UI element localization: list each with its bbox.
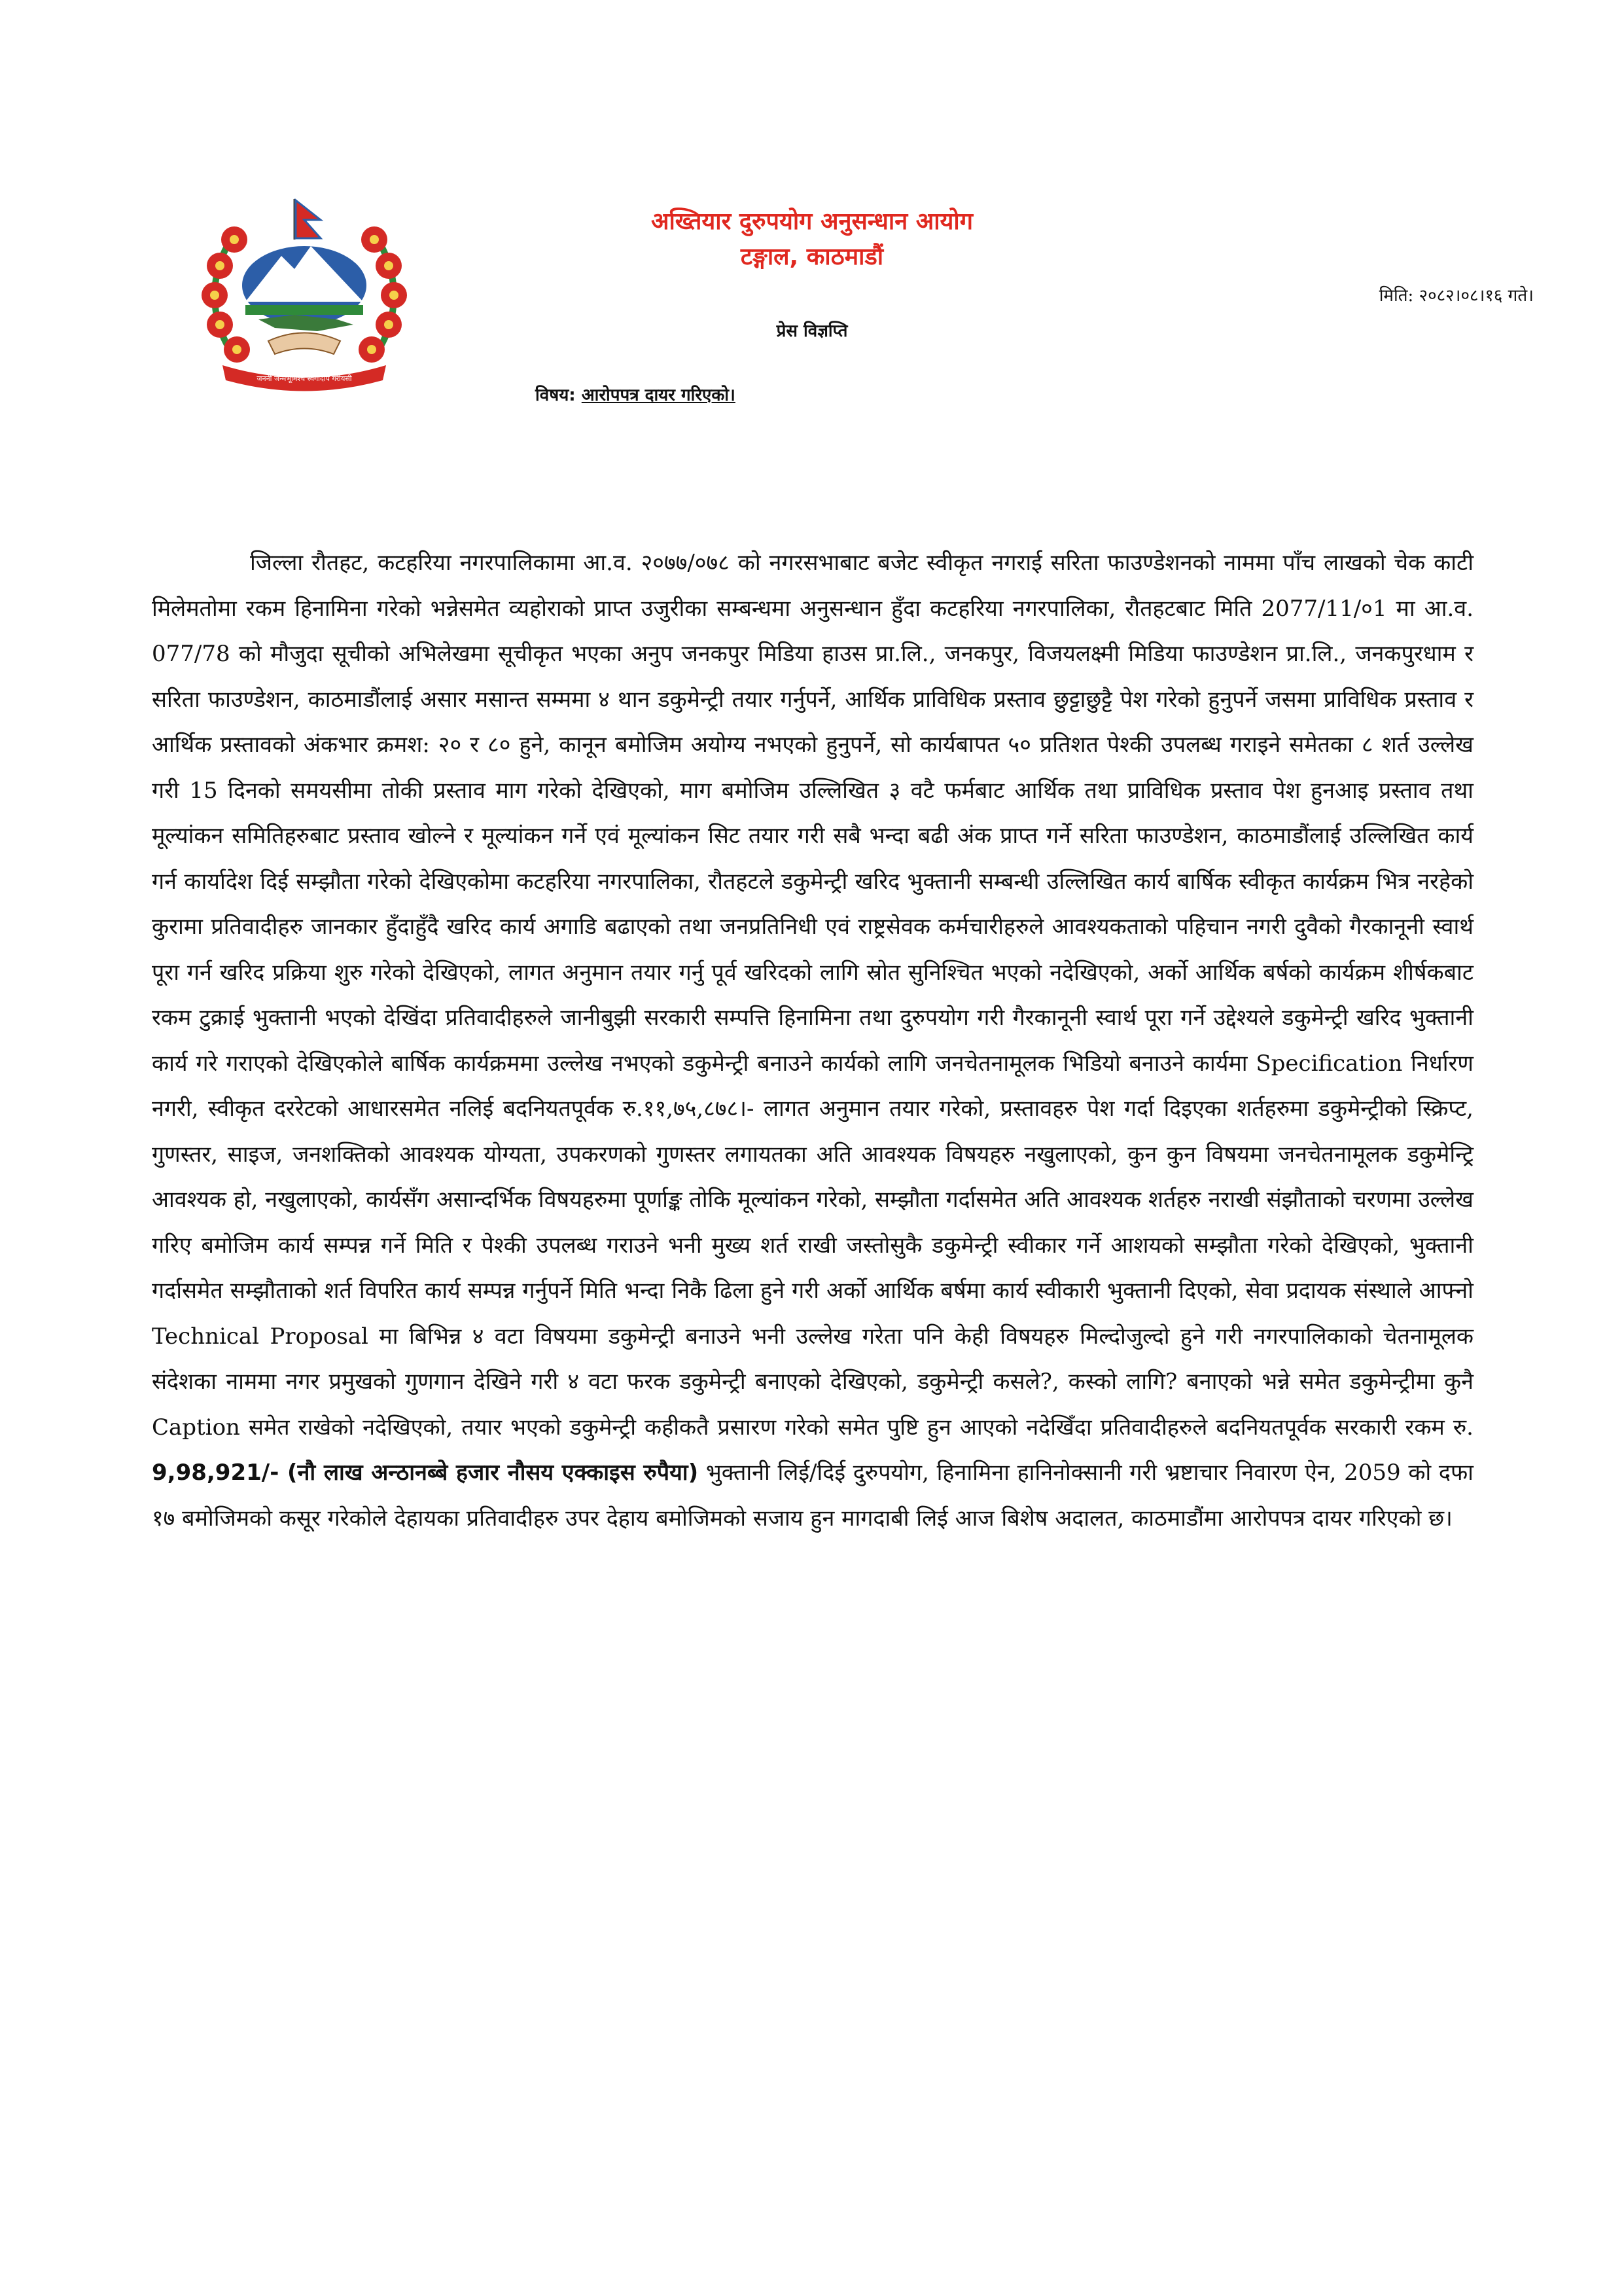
body-text-part2: भुक्तानी लिई/दिई दुरुपयोग, हिनामिना हानिनोक्सानी गरी भ्रष्टाचार निवारण ऐन, 2059 को दफा १७ बमोजिमको कसूर गरेकोले देहायका प्रतिवादीहरु उपर देहाय बमोजिमको सजाय हुन मागदाबी लिई आज बिशेष अदालत, काठमाडौंमा आरोपपत्र दायर गरिएको छ। bbox=[152, 1460, 1474, 1532]
body-paragraph bbox=[152, 541, 1474, 1541]
emblem-motto: जननी जन्मभूमिश्च स्वर्गादपि गरीयसी bbox=[256, 374, 352, 383]
issue-date: मिति: २०८२।०८।१६ गते। bbox=[1379, 286, 1534, 306]
organization-location: टङ्गाल, काठमाडौं bbox=[740, 243, 884, 270]
body-text-part1: जिल्ला रौतहट, कटहरिया नगरपालिकामा आ.व. २०७७/०७८ को नगरसभाबाट बजेट स्वीकृत नगराई सरिता फाउण्डेशनको नाममा पाँच लाखको चेक काटी मिलेमतोमा रकम हिनामिना गरेको भन्नेसमेत व्यहोराको प्राप्त उजुरीका सम्बन्धमा अनुसन्धान हुँदा कटहरिया नगरपालिका, रौतहटबाट मिति 2077/11/०1 मा आ.व. 077/78 को मौजुदा सूचीको अभिलेखमा सूचीकृत भएका अनुप जनकपुर मिडिया हाउस प्रा.लि., जनकपुर, विजयलक्ष्मी मिडिया फाउण्डेशन प्रा.लि., जनकपुरधाम र सरिता फाउण्डेशन, काठमाडौंलाई असार मसान्त सम्ममा ४ थान डकुमेन्ट्री तयार गर्नुपर्ने, आर्थिक प्राविधिक प्रस्ताव छुट्टाछुट्टै पेश गरेको हुनुपर्ने जसमा प्राविधिक प्रस्ताव र आर्थिक प्रस्तावको अंकभार क्रमश: २० र ८० हुने, कानून बमोजिम अयोग्य नभएको हुनुपर्ने, सो कार्यबापत ५० प्रतिशत पेश्की उपलब्ध गराइने समेतका ८ शर्त उल्लेख गरी 15 दिनको समयसीमा तोकी प्रस्ताव माग गरेको देखिएको, माग बमोजिम उल्लिखित ३ वटै फर्मबाट आर्थिक तथा प्राविधिक प्रस्ताव पेश हुनआइ प्रस्ताव तथा मूल्यांकन समितिहरुबाट प्रस्ताव खोल्ने र मूल्यांकन गर्ने एवं मूल्यांकन सिट तयार गरी सबै भन्दा बढी अंक प्राप्त गर्ने सरिता फाउण्डेशन, काठमाडौंलाई उल्लिखित कार्य गर्न कार्यादेश दिई सम्झौता गरेको देखिएकोमा कटहरिया नगरपालिका, रौतहटले डकुमेन्ट्री खरिद भुक्तानी सम्बन्धी उल्लिखित कार्य बार्षिक स्वीकृत कार्यक्रम भित्र नरहेको कुरामा प्रतिवादीहरु जानकार हुँदाहुँदै खरिद कार्य अगाडि बढाएको तथा जनप्रतिनिधी एवं राष्ट्रसेवक कर्मचारीहरुले आवश्यकताको पहिचान नगरी दुवैको गैरकानूनी स्वार्थ पूरा गर्न खरिद प्रक्रिया शुरु गरेको देखिएको, लागत अनुमान तयार गर्नु पूर्व खरिदको लागि स्रोत सुनिश्चित भएको नदेखिएको, अर्को आर्थिक बर्षको कार्यक्रम शीर्षकबाट रकम टुक्राई भुक्तानी भएको देखिंदा प्रतिवादीहरुले जानीबुझी सरकारी सम्पत्ति हिनामिना तथा दुरुपयोग गरी गैरकानूनी स्वार्थ पूरा गर्ने उद्देश्यले डकुमेन्ट्री खरिद भुक्तानी कार्य गरे गराएको देखिएकोले बार्षिक कार्यक्रममा उल्लेख नभएको डकुमेन्ट्री बनाउने कार्यको लागि जनचेतनामूलक भिडियो बनाउने कार्यमा Specification निर्धारण नगरी, स्वीकृत दररेटको आधारसमेत नलिई बदनियतपूर्वक रु.११,७५,८७८।- लागत अनुमान तयार गरेको, प्रस्तावहरु पेश गर्दा दिइएका शर्तहरुमा डकुमेन्ट्रीको स्क्रिप्ट, गुणस्तर, साइज, जनशक्तिको आवश्यक योग्यता, उपकरणको गुणस्तर लगायतका अति आवश्यक विषयहरु नखुलाएको, कुन कुन विषयमा जनचेतनामूलक डकुमेन्ट्रि आवश्यक हो, नखुलाएको, कार्यसँग असान्दर्भिक विषयहरुमा पूर्णाङ्क तोकि मूल्यांकन गरेको, सम्झौता गर्दासमेत अति आवश्यक शर्तहरु नराखी संझौताको चरणमा उल्लेख गरिए बमोजिम कार्य सम्पन्न गर्ने मिति र पेश्की उपलब्ध गराउने भनी मुख्य शर्त राखी जस्तोसुकै डकुमेन्ट्री स्वीकार गर्ने आशयको सम्झौता गरेको देखिएको, भुक्तानी गर्दासमेत सम्झौताको शर्त विपरित कार्य सम्पन्न गर्नुपर्ने मिति भन्दा निकै ढिला हुने गरी अर्को आर्थिक बर्षमा कार्य स्वीकारी भुक्तानी दिएको, सेवा प्रदायक संस्थाले आफ्नो Technical Proposal मा बिभिन्न ४ वटा विषयमा डकुमेन्ट्री बनाउने भनी उल्लेख गरेता पनि केही विषयहरु मिल्दोजुल्दो हुने गरी नगरपालिकाको चेतनामूलक संदेशका नाममा नगर प्रमुखको गुणगान देखिने गरी ४ वटा फरक डकुमेन्ट्री बनाएको देखिएको, डकुमेन्ट्री कसले?, कस्को लागि? बनाएको भन्ने समेत डकुमेन्ट्रीमा कुनै Caption समेत राखेको नदेखिएको, तयार भएको डकुमेन्ट्री कहीकतै प्रसारण गरेको समेत पुष्टि हुन आएको नदेखिँदा प्रतिवादीहरुले बदनियतपूर्वक सरकारी रकम रु. bbox=[152, 550, 1474, 1441]
subject-line bbox=[535, 382, 735, 406]
press-release-label: प्रेस विज्ञप्ति bbox=[776, 321, 848, 341]
subject-label: विषय: bbox=[535, 386, 576, 405]
organization-name: अख्तियार दुरुपयोग अनुसन्धान आयोग bbox=[650, 208, 974, 235]
subject-text: आरोपपत्र दायर गरिएको। bbox=[581, 386, 735, 405]
body-amount: 9,98,921/- (नौ लाख अन्ठानब्बे हजार नौसय एक्काइस रुपैया) bbox=[152, 1460, 699, 1486]
